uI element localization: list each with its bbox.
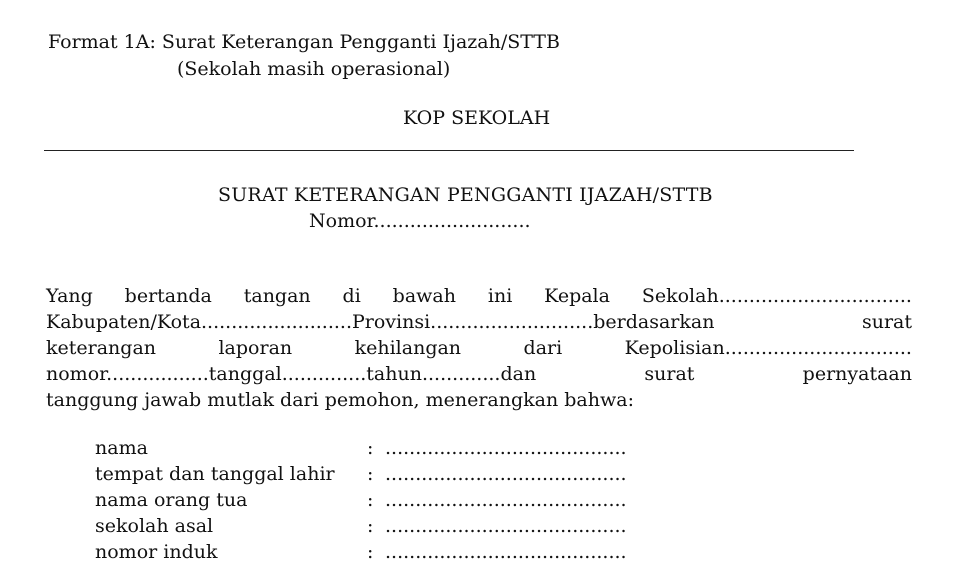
- paragraph-word: bertanda: [124, 285, 212, 307]
- paragraph-line: [46, 361, 912, 387]
- field-blank: ........................................: [385, 541, 627, 563]
- paragraph-word: surat: [861, 311, 912, 333]
- paragraph-word: bawah: [392, 285, 456, 307]
- paragraph-word: keterangan: [46, 337, 157, 359]
- document-number: Nomor..........................: [309, 210, 531, 232]
- field-blank: ........................................: [385, 437, 627, 459]
- paragraph-word: di: [342, 285, 361, 307]
- format-subline: (Sekolah masih operasional): [177, 58, 451, 80]
- paragraph-word: Kepolisian...............................: [624, 337, 912, 359]
- format-line: Format 1A: Surat Keterangan Pengganti Ijazah/STTB: [48, 31, 560, 53]
- body-paragraph: [46, 283, 912, 413]
- field-blank: ........................................: [385, 515, 627, 537]
- paragraph-word: ini: [487, 285, 513, 307]
- paragraph-word: pernyataan: [802, 363, 912, 385]
- paragraph-word: Yang: [46, 285, 93, 307]
- field-blank: ........................................: [385, 489, 627, 511]
- paragraph-word: Sekolah................................: [641, 285, 912, 307]
- field-label: nama orang tua: [95, 489, 248, 511]
- field-blank: ........................................: [385, 463, 627, 485]
- paragraph-word: Kabupaten/Kota.........................Provinsi...........................berdasarkan: [46, 311, 715, 333]
- paragraph-line: [46, 309, 912, 335]
- paragraph-word: tanggung jawab mutlak dari pemohon, menerangkan bahwa:: [46, 389, 634, 411]
- paragraph-line: [46, 387, 912, 413]
- paragraph-word: tangan: [243, 285, 311, 307]
- paragraph-line: [46, 335, 912, 361]
- paragraph-word: kehilangan: [354, 337, 462, 359]
- header-divider: [44, 150, 854, 151]
- field-label: nomor induk: [95, 541, 218, 563]
- field-label: tempat dan tanggal lahir: [95, 463, 335, 485]
- paragraph-word: laporan: [218, 337, 293, 359]
- field-label: nama: [95, 437, 148, 459]
- field-colon: :: [367, 437, 374, 459]
- field-colon: :: [367, 515, 374, 537]
- field-colon: :: [367, 463, 374, 485]
- paragraph-word: surat: [644, 363, 695, 385]
- field-colon: :: [367, 489, 374, 511]
- paragraph-word: dari: [523, 337, 563, 359]
- paragraph-line: [46, 283, 912, 309]
- paragraph-word: Kepala: [544, 285, 610, 307]
- document-title: SURAT KETERANGAN PENGGANTI IJAZAH/STTB: [218, 184, 713, 206]
- field-colon: :: [367, 541, 374, 563]
- field-label: sekolah asal: [95, 515, 214, 537]
- paragraph-word: nomor.................tanggal..............tahun.............dan: [46, 363, 537, 385]
- kop-sekolah: KOP SEKOLAH: [403, 107, 551, 129]
